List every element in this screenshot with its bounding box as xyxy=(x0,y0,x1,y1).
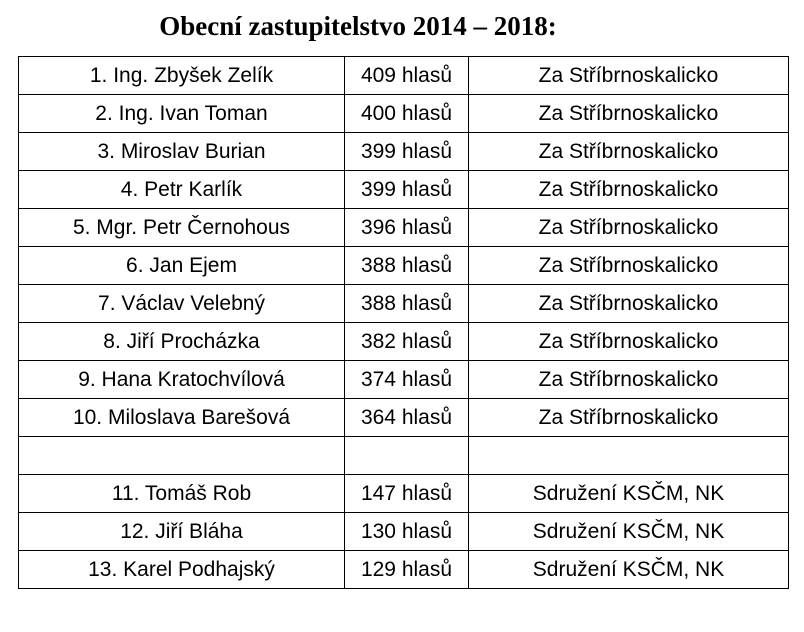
party-cell: Za Stříbrnoskalicko xyxy=(469,171,789,209)
table-row xyxy=(19,171,789,209)
votes-cell: 382 hlasů xyxy=(345,323,469,361)
table-row xyxy=(19,95,789,133)
party-cell: Sdružení KSČM, NK xyxy=(469,513,789,551)
table-row xyxy=(19,247,789,285)
candidate-name-cell: 10. Miloslava Barešová xyxy=(19,399,345,437)
party-cell: Za Stříbrnoskalicko xyxy=(469,209,789,247)
party-cell: Za Stříbrnoskalicko xyxy=(469,57,789,95)
votes-cell: 409 hlasů xyxy=(345,57,469,95)
votes-cell: 388 hlasů xyxy=(345,247,469,285)
candidate-name-cell: 3. Miroslav Burian xyxy=(19,133,345,171)
table-row xyxy=(19,399,789,437)
votes-cell: 399 hlasů xyxy=(345,171,469,209)
table-row xyxy=(19,57,789,95)
votes-cell: 130 hlasů xyxy=(345,513,469,551)
table-row xyxy=(19,361,789,399)
votes-cell: 364 hlasů xyxy=(345,399,469,437)
empty-cell xyxy=(345,437,469,475)
table-row xyxy=(19,209,789,247)
party-cell: Za Stříbrnoskalicko xyxy=(469,285,789,323)
votes-cell: 400 hlasů xyxy=(345,95,469,133)
table-row xyxy=(19,475,789,513)
candidate-name-cell: 6. Jan Ejem xyxy=(19,247,345,285)
page-title: Obecní zastupitelstvo 2014 – 2018: xyxy=(159,11,557,41)
party-cell: Sdružení KSČM, NK xyxy=(469,475,789,513)
empty-cell xyxy=(19,437,345,475)
table-row xyxy=(19,285,789,323)
empty-cell xyxy=(469,437,789,475)
party-cell: Za Stříbrnoskalicko xyxy=(469,133,789,171)
election-results-table xyxy=(18,56,789,589)
votes-cell: 388 hlasů xyxy=(345,285,469,323)
party-cell: Za Stříbrnoskalicko xyxy=(469,323,789,361)
party-cell: Za Stříbrnoskalicko xyxy=(469,247,789,285)
candidate-name-cell: 2. Ing. Ivan Toman xyxy=(19,95,345,133)
party-cell: Sdružení KSČM, NK xyxy=(469,551,789,589)
votes-cell: 374 hlasů xyxy=(345,361,469,399)
candidate-name-cell: 12. Jiří Bláha xyxy=(19,513,345,551)
votes-cell: 147 hlasů xyxy=(345,475,469,513)
table-row xyxy=(19,133,789,171)
candidate-name-cell: 8. Jiří Procházka xyxy=(19,323,345,361)
candidate-name-cell: 4. Petr Karlík xyxy=(19,171,345,209)
table-row xyxy=(19,323,789,361)
table-row xyxy=(19,551,789,589)
candidate-name-cell: 9. Hana Kratochvílová xyxy=(19,361,345,399)
candidate-name-cell: 11. Tomáš Rob xyxy=(19,475,345,513)
table-row xyxy=(19,513,789,551)
party-cell: Za Stříbrnoskalicko xyxy=(469,399,789,437)
candidate-name-cell: 7. Václav Velebný xyxy=(19,285,345,323)
party-cell: Za Stříbrnoskalicko xyxy=(469,95,789,133)
party-cell: Za Stříbrnoskalicko xyxy=(469,361,789,399)
empty-separator-row xyxy=(19,437,789,475)
votes-cell: 396 hlasů xyxy=(345,209,469,247)
votes-cell: 129 hlasů xyxy=(345,551,469,589)
candidate-name-cell: 13. Karel Podhajský xyxy=(19,551,345,589)
votes-cell: 399 hlasů xyxy=(345,133,469,171)
candidate-name-cell: 1. Ing. Zbyšek Zelík xyxy=(19,57,345,95)
candidate-name-cell: 5. Mgr. Petr Černohous xyxy=(19,209,345,247)
